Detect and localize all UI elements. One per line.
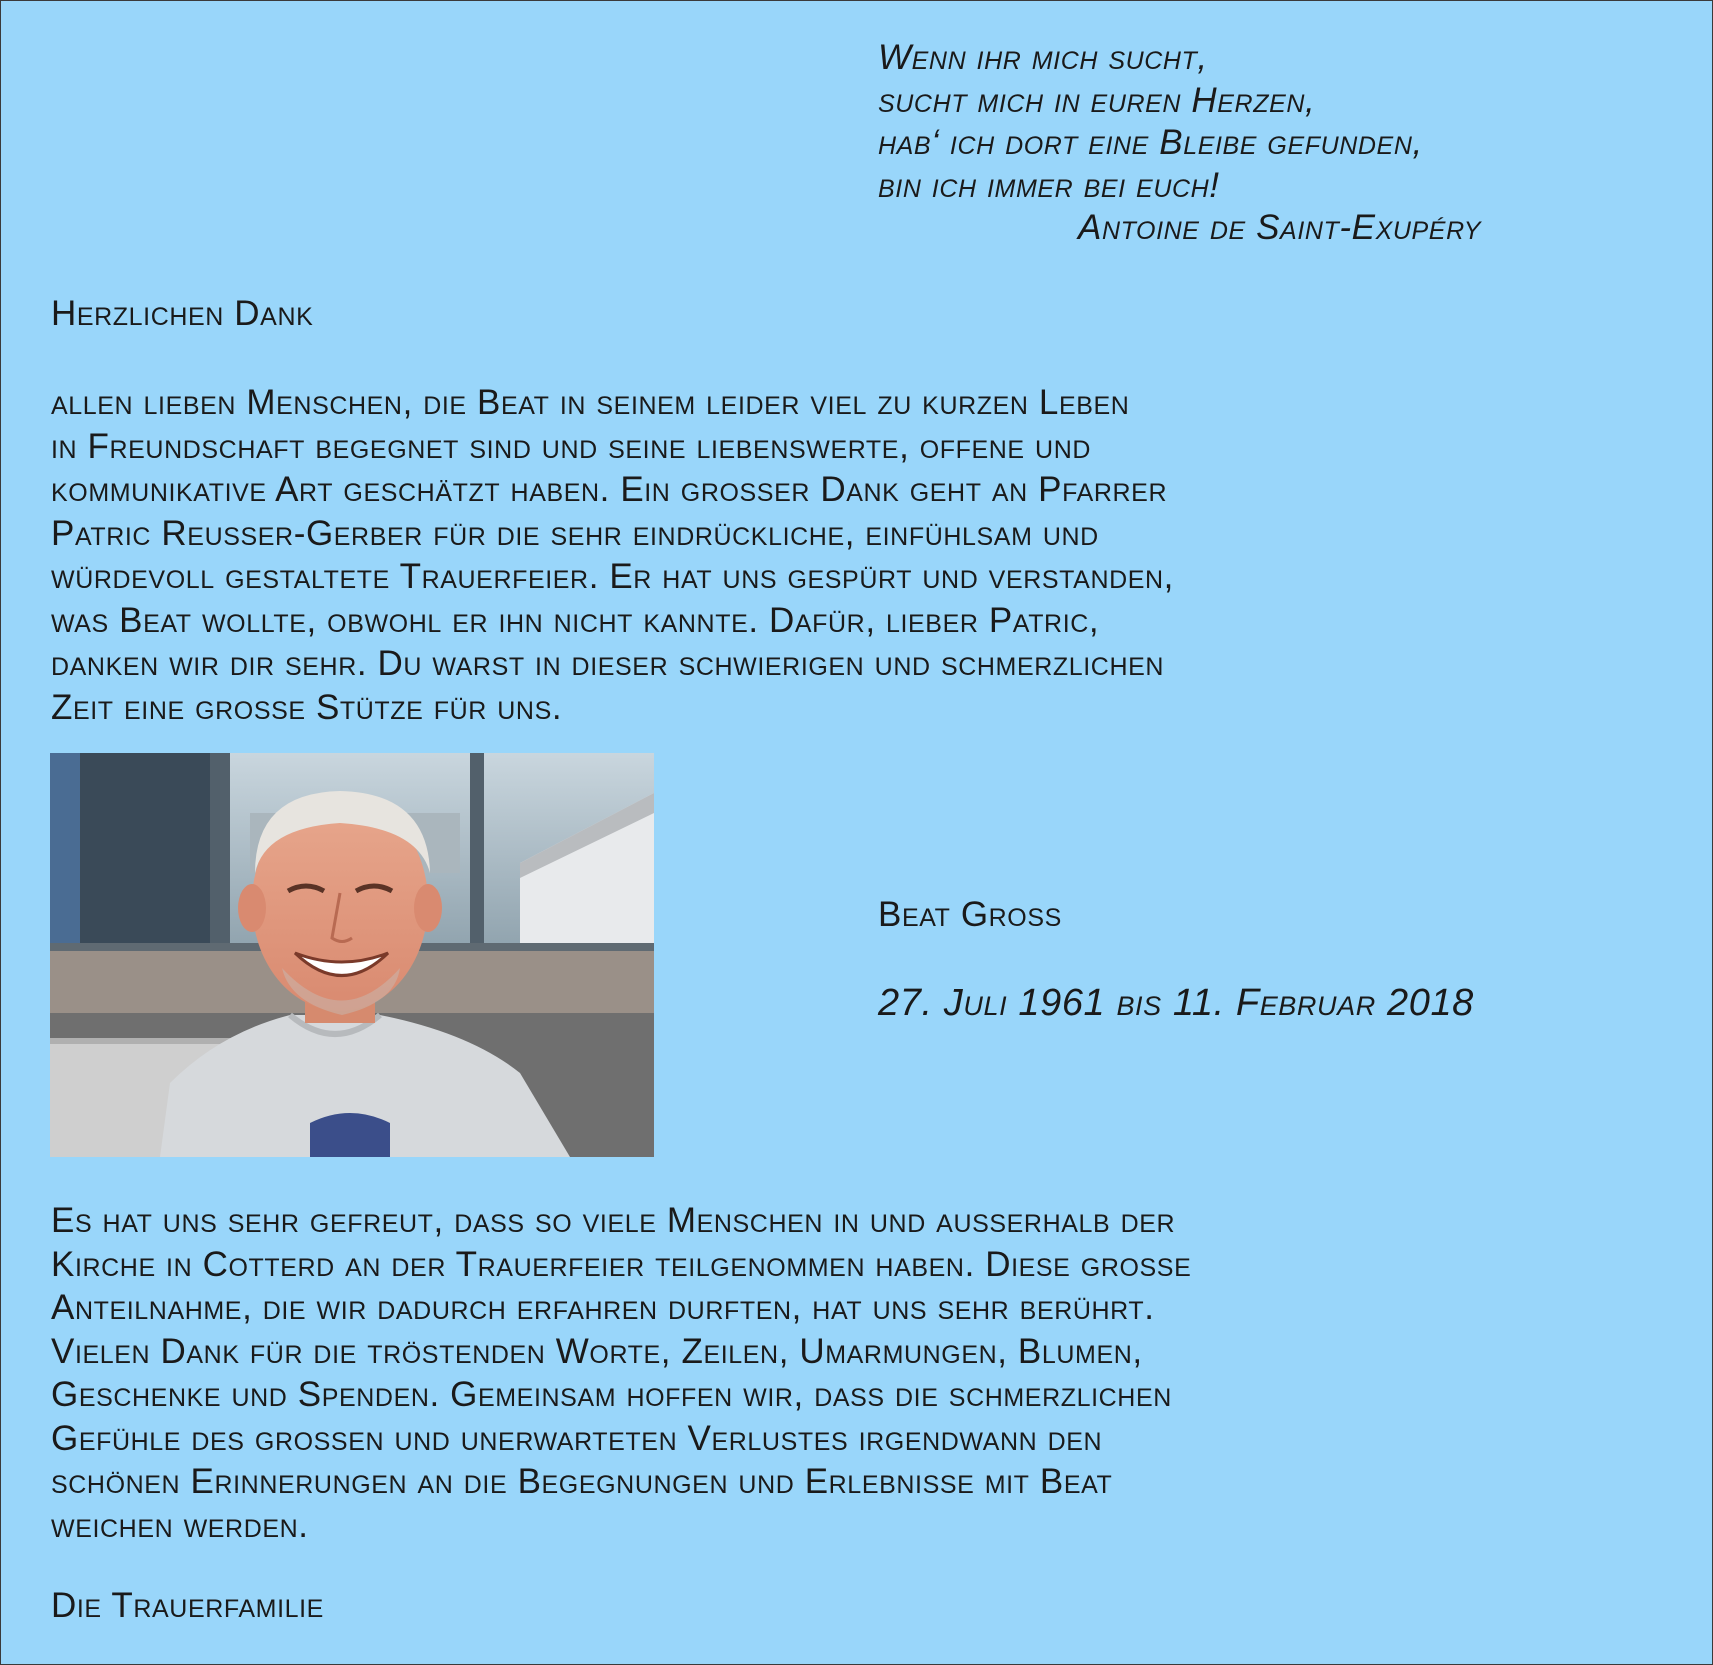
paragraph-line: Kirche in Cotterd an der Trauerfeier teilgenommen haben. Diese grosse: [51, 1244, 1192, 1284]
thank-you-heading: Herzlichen Dank: [51, 294, 314, 333]
quote-line: bin ich immer bei euch!: [878, 165, 1220, 205]
paragraph-line: würdevoll gestaltete Trauerfeier. Er hat uns gespürt und verstanden,: [51, 557, 1175, 596]
paragraph-line: Patric Reusser-Gerber für die sehr eindrückliche, einfühlsam und: [51, 513, 1099, 553]
deceased-name: Beat Gross: [878, 895, 1062, 934]
intro-paragraph: [51, 381, 1611, 729]
life-dates: 27. Juli 1961 bis 11. Februar 2018: [878, 982, 1474, 1024]
quote-line: Wenn ihr mich sucht,: [878, 38, 1208, 77]
paragraph-line: kommunikative Art geschätzt haben. Ein grosser Dank geht an Pfarrer: [51, 470, 1168, 509]
quote-block: [878, 37, 1481, 250]
quote-line: sucht mich in euren Herzen,: [878, 80, 1316, 120]
quote-author: Antoine de Saint-Exupéry: [1078, 208, 1482, 247]
paragraph-line: was Beat wollte, obwohl er ihn nicht kannte. Dafür, lieber Patric,: [51, 600, 1100, 640]
paragraph-line: allen lieben Menschen, die Beat in seinem leider viel zu kurzen Leben: [51, 383, 1130, 422]
closing-paragraph: [51, 1199, 1611, 1547]
paragraph-line: Anteilnahme, die wir dadurch erfahren durften, hat uns sehr berührt.: [51, 1288, 1155, 1327]
quote-line: hab‘ ich dort eine Bleibe gefunden,: [878, 123, 1423, 162]
paragraph-line: in Freundschaft begegnet sind und seine liebenswerte, offene und: [51, 426, 1091, 466]
paragraph-line: Geschenke und Spenden. Gemeinsam hoffen wir, dass die schmerzlichen: [51, 1375, 1172, 1414]
paragraph-line: danken wir dir sehr. Du warst in dieser schwierigen und schmerzlichen: [51, 644, 1165, 683]
paragraph-line: Zeit eine grosse Stütze für uns.: [51, 687, 563, 727]
paragraph-line: Gefühle des grossen und unerwarteten Verlustes irgendwann den: [51, 1418, 1103, 1458]
paragraph-line: schönen Erinnerungen an die Begegnungen und Erlebnisse mit Beat: [51, 1462, 1113, 1501]
paragraph-line: Es hat uns sehr gefreut, dass so viele Menschen in und ausserhalb der: [51, 1201, 1176, 1240]
paragraph-line: weichen werden.: [51, 1505, 309, 1545]
signature: Die Trauerfamilie: [51, 1586, 324, 1625]
paragraph-line: Vielen Dank für die tröstenden Worte, Zeilen, Umarmungen, Blumen,: [51, 1331, 1143, 1371]
portrait-photo: [50, 753, 654, 1157]
